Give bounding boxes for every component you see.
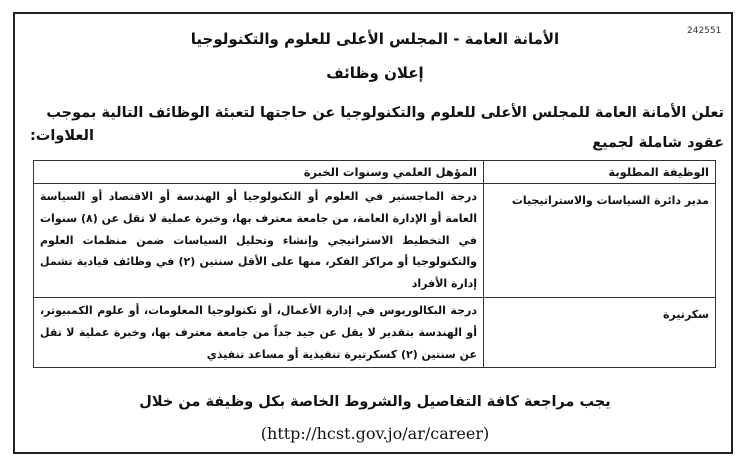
ad-subtitle: إعلان وظائف [326,64,424,82]
job-title-cell: سكرتيرة [484,297,716,367]
header-qualification: المؤهل العلمي وسنوات الخبرة [34,161,484,184]
header-job: الوظيفة المطلوبة [484,161,716,184]
table-row [34,184,716,298]
qualification-cell: درجة البكالوريوس في إدارة الأعمال، أو تكنولوجيا المعلومات، أو علوم الكمبيوتر، أو الهندسة بتقدير لا يقل عن جيد جداً من جامعة معترف بها، وخبرة عملية لا تقل عن سنتين (٢) كسكرتيرة تنفيذية أو مساعد تنفيذي [34,297,484,367]
footer-note: يجب مراجعة كافة التفاصيل والشروط الخاصة بكل وظيفة من خلال [139,394,611,410]
career-link[interactable]: (http://hcst.gov.jo/ar/career) [260,424,490,443]
intro-text-continued: العلاوات: [30,128,94,144]
table-row [34,297,716,367]
ad-title: الأمانة العامة - المجلس الأعلى للعلوم والتكنولوجيا [190,30,560,48]
qualification-cell: درجة الماجستير في العلوم أو التكنولوجيا أو الهندسة أو الاقتصاد أو السياسة العامة أو الإدارة العامة، من جامعة معترف بها، وخبرة عملية لا تقل عن (٨) سنوات في التخطيط الاستراتيجي وإنشاء وتحليل السياسات ضمن منظمات العلوم والتكنولوجيا أو مراكز الفكر، منها على الأقل سنتين (٢) في وظائف قيادية تشمل إدارة الأفراد [34,184,484,298]
jobs-table [33,160,716,368]
ad-id: 242551 [687,26,722,36]
intro-text: تعلن الأمانة العامة للمجلس الأعلى للعلوم والتكنولوجيا عن حاجتها لتعبئة الوظائف التالية بموجب عقود شاملة لجميع [46,105,724,151]
table-header-row [34,161,716,184]
job-title-cell: مدير دائرة السياسات والاستراتيجيات [484,184,716,298]
